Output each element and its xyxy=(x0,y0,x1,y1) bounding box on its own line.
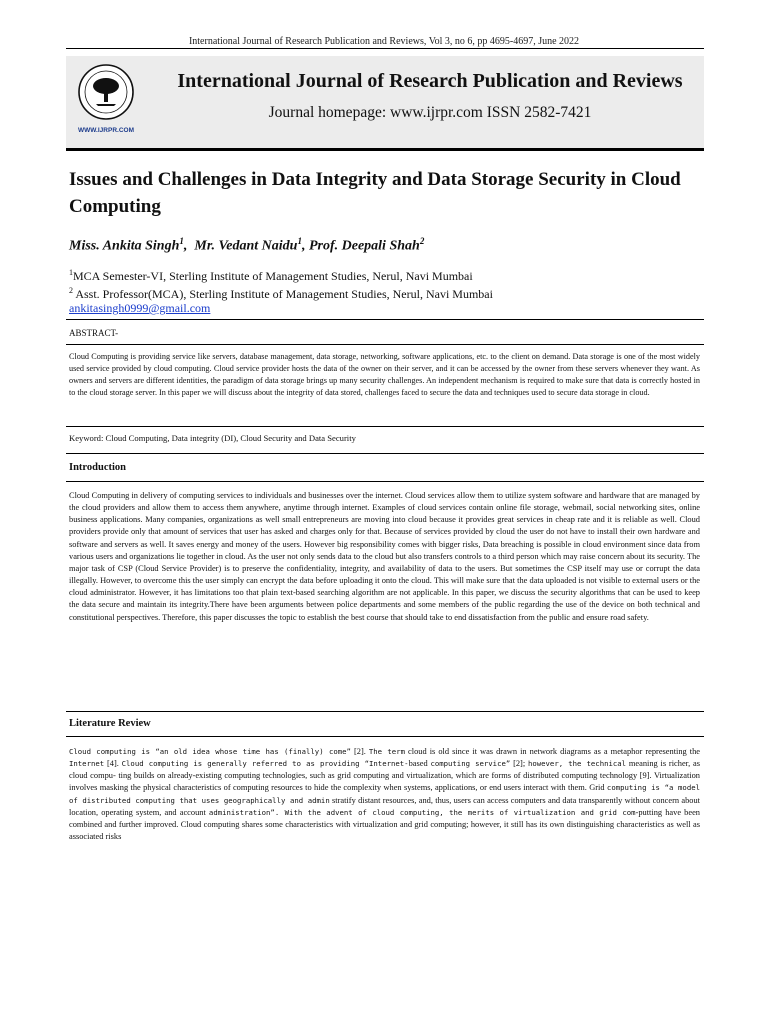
email-link[interactable]: ankitasingh0999@gmail.com xyxy=(69,301,211,315)
lit-segment: computing is “a model of distributed computing that uses geographically and admin xyxy=(69,783,700,805)
journal-homepage-line: Journal homepage: www.ijrpr.com ISSN 2582-7421 xyxy=(268,104,592,121)
author-sup: 1 xyxy=(179,236,184,246)
author-sup: 2 xyxy=(419,236,425,246)
lit-segment: administration”. With the advent of cloud computing, the merits of virtualization and grid com xyxy=(208,807,636,817)
lit-segment: based xyxy=(408,759,431,769)
abstract-rule-mid xyxy=(66,344,704,345)
paper-title: Issues and Challenges in Data Integrity and Data Storage Security in Cloud Computing xyxy=(69,169,681,217)
author-name: Miss. Ankita Singh xyxy=(69,238,180,254)
affiliation-text: MCA Semester-VI, Sterling Institute of Management Studies, Nerul, Navi Mumbai xyxy=(73,269,473,283)
literature-review-heading: Literature Review xyxy=(69,718,151,729)
author-sup: 1 xyxy=(297,236,302,246)
lit-segment: stratify distant resources, and, thus, users can access computers and data transparently without concern about location, operating system, and account xyxy=(69,795,700,817)
lit-segment: computing service” xyxy=(430,759,511,769)
running-header: International Journal of Research Publication and Reviews, Vol 3, no 6, pp 4695-4697, June 2022 xyxy=(188,36,580,47)
affiliation-text: Asst. Professor(MCA), Sterling Institute of Management Studies, Nerul, Navi Mumbai xyxy=(73,286,493,301)
lit-segment: -putting have been combined and further improved. Cloud computing shares some characteristics with virtualization and grid computing; however, it still has its own distinguishing characteristics as well as associated risks xyxy=(69,807,700,842)
author-list: Miss. Ankita Singh$^1$, Mr. Vedant Naidu$^1$, Prof. Deepali Shah$^2$ xyxy=(69,236,425,254)
lit-segment: [4]. xyxy=(104,759,122,769)
introduction-rule xyxy=(66,481,704,482)
lit-segment: [2]. xyxy=(350,747,369,756)
header-rule-top xyxy=(66,48,704,49)
logo-url-text: WWW.IJRPR.COM xyxy=(78,127,134,134)
journal-title: International Journal of Research Publication and Reviews xyxy=(177,70,683,92)
literature-review-text xyxy=(69,746,700,843)
header-rule-bottom xyxy=(66,148,704,151)
keywords: Keyword: Cloud Computing, Data integrity (DI), Cloud Security and Data Security xyxy=(69,433,356,443)
affiliations xyxy=(69,266,493,316)
lit-segment: The term xyxy=(368,747,405,756)
lit-segment: Internet xyxy=(69,759,105,769)
lit-segment: cloud is old since it was drawn in network diagrams as a metaphor representing the xyxy=(405,747,701,756)
literature-rule-bottom xyxy=(66,736,704,737)
abstract-rule-top xyxy=(66,319,704,320)
affiliation-sup: 1 xyxy=(69,268,73,277)
lit-segment: however, the technical xyxy=(527,759,627,769)
author-name: Mr. Vedant Naidu xyxy=(194,238,298,254)
affiliation-line xyxy=(69,284,493,302)
lit-segment: meaning is richer, as cloud compu- ting builds on already-existing computing technologies, such as grid computing and virtualization, which are forms of distributed computing technology [9]. Virtualization involves masking the physical characteristics of computing resources to hide the complexity when systems, applications, or end users interact with them. Grid xyxy=(69,759,700,793)
literature-rule-top xyxy=(66,711,704,712)
keywords-rule xyxy=(66,453,704,454)
abstract-rule-bottom xyxy=(66,426,704,427)
affiliation-sup: 2 xyxy=(69,285,73,295)
abstract-label: ABSTRACT- xyxy=(69,328,119,338)
author-name: Prof. Deepali Shah xyxy=(308,238,420,254)
abstract-text: Cloud Computing is providing service like servers, database management, data storage, networking, software applications, etc. to the client on demand. Data storage is one of the most widely used service provided by cloud computing. Cloud service provider hosts the data of the owner on their server, and it can be accessed by the owner from these servers whenever they want. As owners and servers are different identities, the paradigm of data storage brings up many security challenges. An independent mechanism is required to make sure that data is correctly hosted in to the cloud storage server. In this paper we will discuss about the integrity of data stored, challenges faced to secure the data and techniques used to secure data storage in cloud. xyxy=(69,352,700,398)
affiliation-line xyxy=(69,266,493,284)
lit-segment: Cloud computing is generally referred to as providing “Internet- xyxy=(121,759,409,769)
introduction-text: Cloud Computing in delivery of computing services to individuals and businesses over the internet. Cloud services allow them to utilize system software and hardware that are managed by the cloud providers and allow them to access them anywhere, anytime through internet. Examples of cloud services contain online file storage, webmail, social networking sites, online business applications. Many companies, organizations as well small entrepreneurs are moving into cloud because it provides great services in cheap rate and it is reliable as well. Cloud providers provide only that amount of services that user has asked and charges only for that. Because of services provided by cloud the user do not have to install their own hardware and software and servers as well. It saves energy and money of the users. However big responsibility comes with bigger risks, Data breaching is possible in cloud environment since data from various users and organizations lie together in cloud. As the user not only sends data to the cloud but also transfers controls to a third person which may raise concern about its security. The major task of CSP (Cloud Service Provider) is to preserve the confidentiality, integrity, and availability of data to the users. But sometimes the CSP itself may use or corrupt the data illegally. However, to overcome this the user simply can encrypt the data before uploading it onto the cloud. This will make sure that the data uploaded is not visible to external users or the cloud administrator. However, it has limitations too that plain text-based searching algorithm are not applicable. In this paper, we discuss the security algorithms that can be used to keep the data secure and maintain its integrity.There have been arguments between police departments and some members of the public regarding the use of the device on both technical and constitutional perspectives. Therefore, this paper discusses the topic to establish the best course that should take to end dissatisfaction from the public and ensure road safety. xyxy=(69,491,700,622)
lit-segment: Cloud computing is “an old idea whose time has (finally) come” xyxy=(69,747,351,756)
introduction-heading: Introduction xyxy=(69,462,126,473)
lit-segment: [2]; xyxy=(510,759,528,769)
